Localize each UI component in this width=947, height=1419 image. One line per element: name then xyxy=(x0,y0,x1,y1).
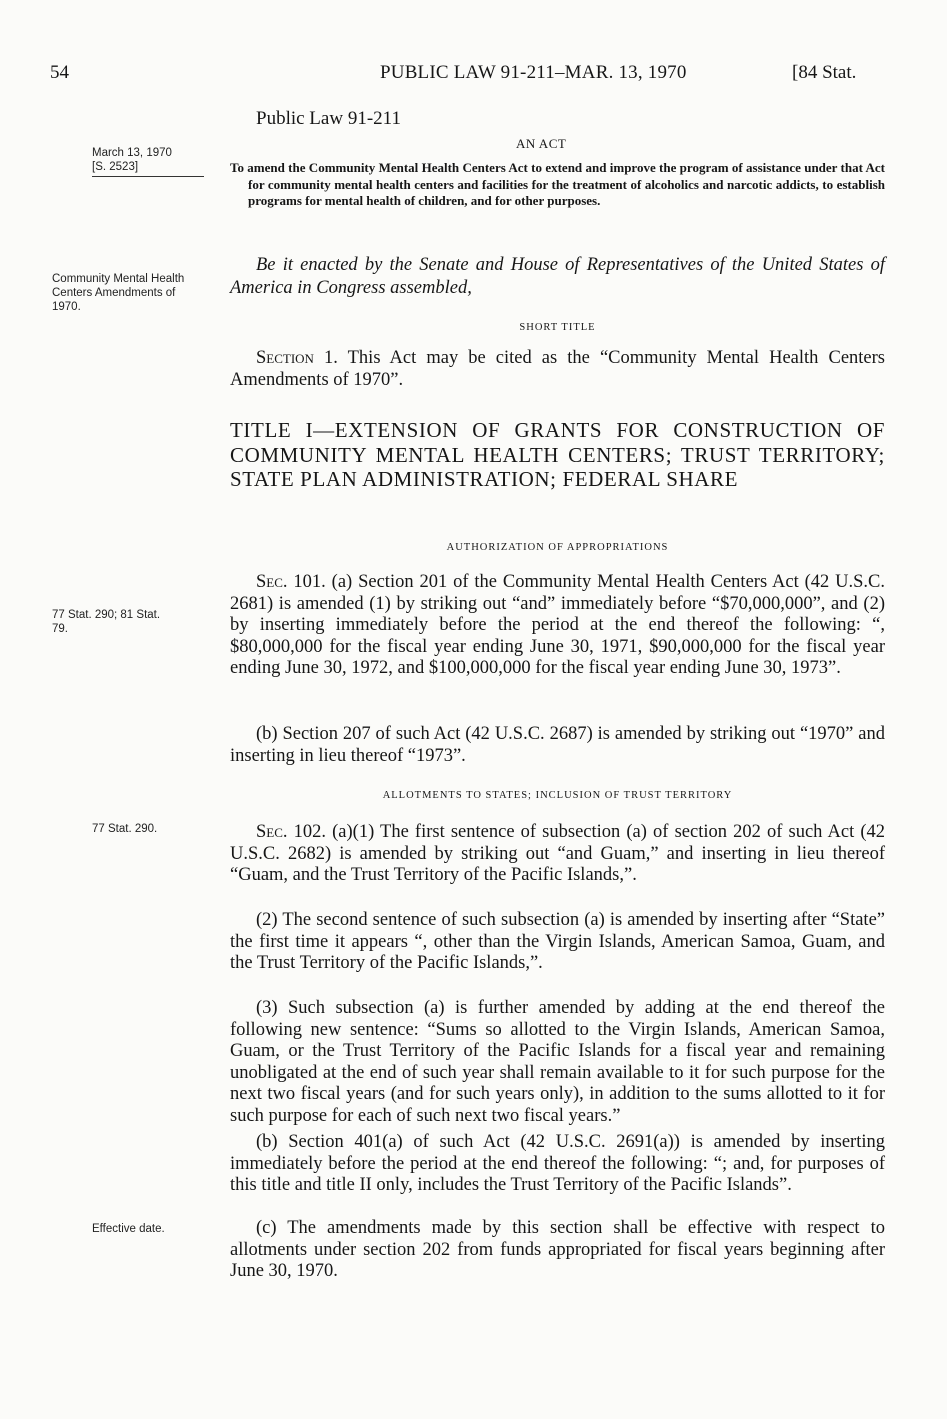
enactment-date: March 13, 1970 xyxy=(92,147,172,159)
margin-rule xyxy=(92,176,204,177)
an-act-label: AN ACT xyxy=(516,136,567,151)
sec-102-label: Sec. 102. xyxy=(256,822,327,842)
sec-101-a xyxy=(230,572,885,680)
enacting-clause: Be it enacted by the Senate and House of Representatives of the United States of America in Congress assembled, xyxy=(230,255,885,298)
stat-reference: [84 Stat. xyxy=(792,62,857,83)
sec-101-a-body: (a) Section 201 of the Community Mental Health Centers Act (42 U.S.C. 2681) is amended (1) by striking out “and” immediately before “$70,000,000”, and (2) by inserting immediately before the period at the end thereof the following: “, $80,000,000 for the fiscal year ending June 30, 1971, $90,000,000 for the fiscal year ending June 30, 1972, and $100,000,000 for the fiscal year ending June 30, 1973”. xyxy=(230,572,886,679)
sec-101-label: Sec. 101. xyxy=(256,572,326,592)
margin-note-date xyxy=(92,146,212,177)
sec-102-a1-body: (a)(1) The first sentence of subsection (a) of section 202 of such Act (42 U.S.C. 2682) is amended by striking out “and Guam,” and inserting in lieu thereof “Guam, and the Trust Territory of the Pacific Islands,”. xyxy=(230,822,886,886)
sec-102-a2: (2) The second sentence of such subsection (a) is amended by inserting after “State” the first time it appears “, other than the Virgin Islands, American Samoa, Guam, and the Trust Territory of the Pacific Islands,”. xyxy=(230,910,885,974)
sec-102-a3: (3) Such subsection (a) is further amended by adding at the end thereof the following new sentence: “Sums so allotted to the Virgin Islands, American Samoa, Guam, or the Trust Territory of the Pacific Islands for a fiscal year and remaining unobligated at the end of such year shall remain available to it for such purpose for the next two fiscal years (and for such years only), in addition to the sums allotted to it for such purpose for each of such next two fiscal years.” xyxy=(230,998,885,1126)
margin-note-effective-date: Effective date. xyxy=(92,1223,165,1235)
sec-101-heading: AUTHORIZATION OF APPROPRIATIONS xyxy=(446,542,669,553)
section-1-body: This Act may be cited as the “Community Mental Health Centers Amendments of 1970”. xyxy=(230,348,885,390)
section-1-text xyxy=(230,348,885,391)
short-title-heading: SHORT TITLE xyxy=(519,322,596,333)
sec-102-heading: ALLOTMENTS TO STATES; INCLUSION OF TRUST TERRITORY xyxy=(382,790,733,801)
title-one-heading: TITLE I—EXTENSION OF GRANTS FOR CONSTRUCTION OF COMMUNITY MENTAL HEALTH CENTERS; TRUST TERRITORY; STATE PLAN ADMINISTRATION; FEDERAL SHARE xyxy=(230,418,885,491)
running-title: PUBLIC LAW 91-211–MAR. 13, 1970 xyxy=(380,62,687,83)
purpose-text: To amend the Community Mental Health Centers Act to extend and improve the program of assistance under that Act for community mental health centers and facilities for the treatment of alcoholics and narcotic addicts, to establish programs for mental health of children, and for other purposes. xyxy=(230,160,885,208)
margin-note-short-title: Community Mental Health Centers Amendments of 1970. xyxy=(52,273,185,313)
act-purpose xyxy=(230,160,885,210)
sec-101-b: (b) Section 207 of such Act (42 U.S.C. 2687) is amended by striking out “1970” and inserting in lieu thereof “1973”. xyxy=(230,724,885,766)
sec-102-a1 xyxy=(230,822,885,887)
sec-102-c: (c) The amendments made by this section shall be effective with respect to allotments under section 202 from funds appropriated for fiscal years beginning after June 30, 1970. xyxy=(230,1218,885,1282)
margin-note-stat-102: 77 Stat. 290. xyxy=(92,823,158,835)
margin-note-stat-101: 77 Stat. 290; 81 Stat. 79. xyxy=(52,609,161,635)
sec-102-b: (b) Section 401(a) of such Act (42 U.S.C. 2691(a)) is amended by inserting immediately before the period at the end thereof the following: “; and, for purposes of this title and title II only, includes the Trust Territory of the Pacific Islands”. xyxy=(230,1132,885,1196)
bill-number: [S. 2523] xyxy=(92,161,139,173)
page-number: 54 xyxy=(50,62,69,83)
section-1-label: Section 1. xyxy=(256,348,338,368)
public-law-title: Public Law 91-211 xyxy=(256,108,401,129)
